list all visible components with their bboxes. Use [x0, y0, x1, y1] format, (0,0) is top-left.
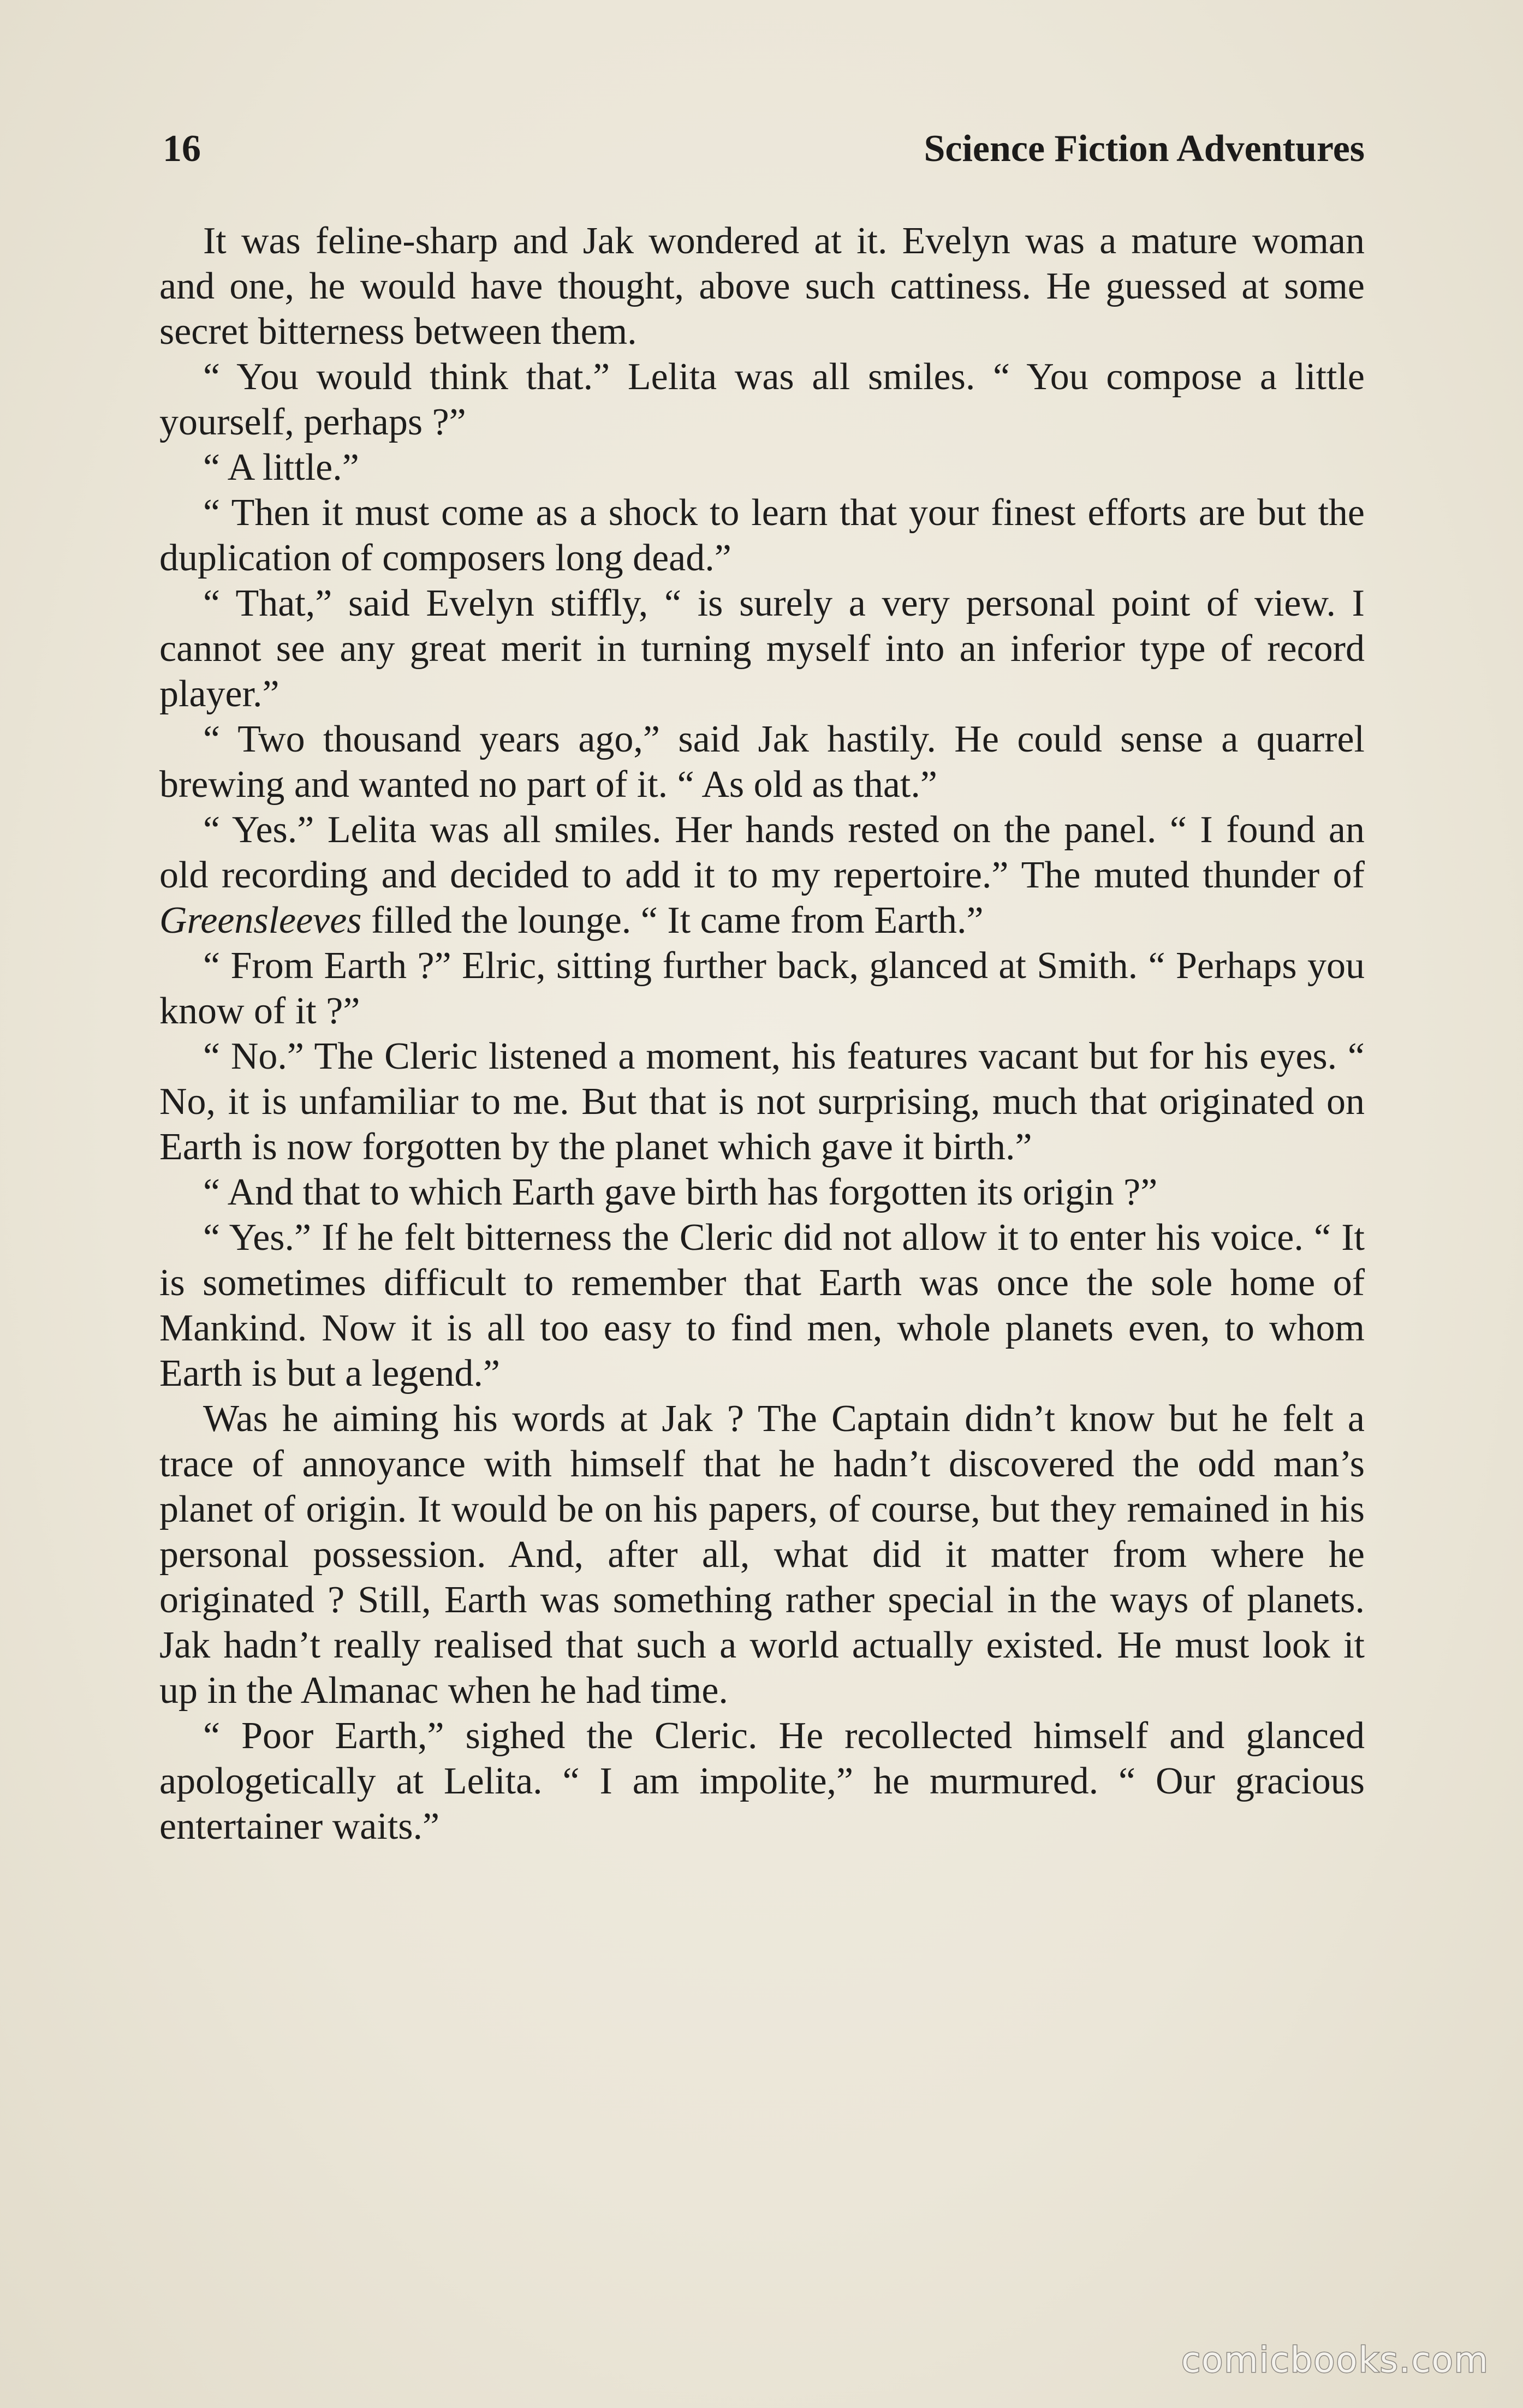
paragraph: “ Then it must come as a shock to learn that your finest efforts are but the duplication of composers long dead.” [159, 492, 1365, 579]
paragraph: It was feline-sharp and Jak wondered at it. Evelyn was a mature woman and one, he would have thought, above such cattiness. He guessed at some secret bitterness between them. [159, 220, 1365, 353]
paragraph-text: filled the lounge. “ It came from Earth.” [361, 899, 984, 941]
song-title: Greensleeves [159, 899, 362, 941]
page-header [163, 119, 1365, 179]
paragraph: Was he aiming his words at Jak ? The Captain didn’t know but he felt a trace of annoyance with himself that he hadn’t discovered the odd man’s planet of origin. It would be on his papers, of course, but they remained in his personal possession. And, after all, what did it matter from where he originated ? Still, Earth was something rather special in the ways of planets. Jak hadn’t really realised that such a world actually existed. He must look it up in the Almanac when he had time. [159, 1398, 1365, 1712]
paragraph: “ From Earth ?” Elric, sitting further back, glanced at Smith. “ Perhaps you know of it ?” [159, 945, 1365, 1032]
paragraph [159, 807, 1365, 943]
paragraph: “ No.” The Cleric listened a moment, his features vacant but for his eyes. “ No, it is unfamiliar to me. But that is not surprising, much that originated on Earth is now forgotten by the planet which gave it birth.” [159, 1035, 1365, 1168]
paragraph: “ Yes.” If he felt bitterness the Cleric did not allow it to enter his voice. “ It is sometimes difficult to remember that Earth was once the sole home of Mankind. Now it is all too easy to find men, whole planets even, to whom Earth is but a legend.” [159, 1217, 1365, 1394]
page-number: 16 [163, 128, 201, 170]
watermark: comicbooks.com [1181, 2340, 1489, 2381]
paragraph: “ You would think that.” Lelita was all smiles. “ You compose a little yourself, perhaps ?” [159, 356, 1365, 443]
paragraph-text: “ Yes.” Lelita was all smiles. Her hands rested on the panel. “ I found an old recording and decided to add it to my repertoire.” The muted thunder of [159, 809, 1365, 896]
paragraph: “ That,” said Evelyn stiffly, “ is surely a very personal point of view. I cannot see any great merit in turning myself into an inferior type of record player.” [159, 582, 1365, 715]
paragraph: “ Two thousand years ago,” said Jak hastily. He could sense a quarrel brewing and wanted no part of it. “ As old as that.” [159, 718, 1365, 806]
paragraph: “ And that to which Earth gave birth has forgotten its origin ?” [203, 1171, 1158, 1213]
running-head: Science Fiction Adventures [924, 128, 1365, 170]
body-text [159, 218, 1365, 1849]
paragraph: “ A little.” [203, 446, 359, 488]
paragraph: “ Poor Earth,” sighed the Cleric. He recollected himself and glanced apologetically at Lelita. “ I am impolite,” he murmured. “ Our gracious entertainer waits.” [159, 1715, 1365, 1847]
